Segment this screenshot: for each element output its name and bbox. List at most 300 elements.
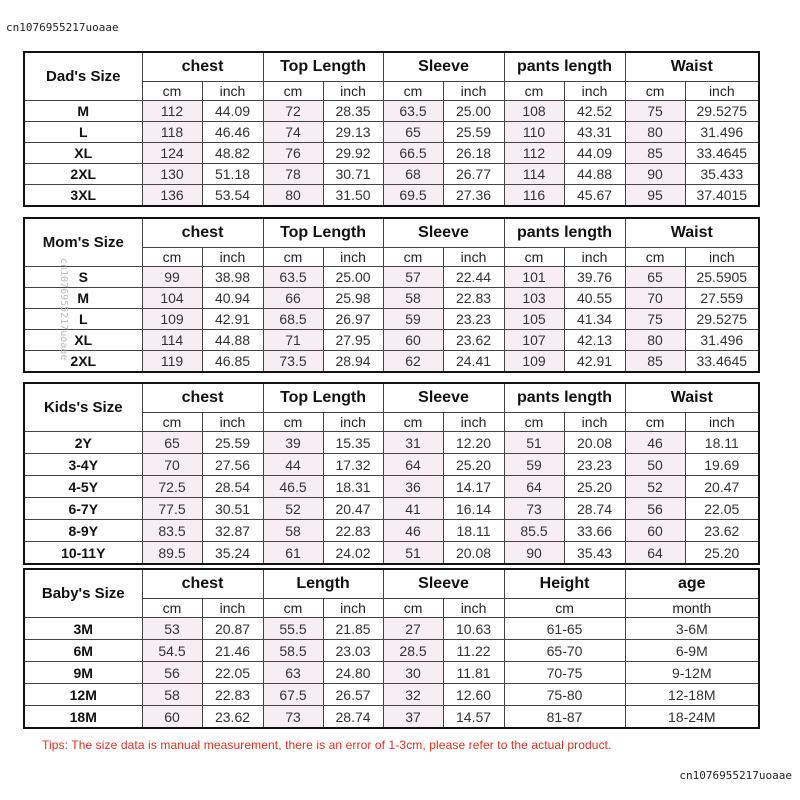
column-header: Waist: [625, 218, 759, 248]
value-cell: 54.5: [142, 640, 202, 662]
value-cell: 68.5: [263, 309, 323, 330]
size-cell: L: [24, 309, 142, 330]
value-cell: 39.76: [564, 267, 625, 288]
value-cell: 119: [142, 351, 202, 373]
value-cell: 53.54: [202, 185, 263, 207]
value-cell: 27: [383, 618, 443, 640]
size-cell: 2Y: [24, 432, 142, 454]
value-cell: 74: [263, 122, 323, 143]
value-cell: 22.44: [443, 267, 504, 288]
value-cell: 26.97: [323, 309, 383, 330]
value-cell: 69.5: [383, 185, 443, 207]
value-cell: 52: [263, 498, 323, 520]
table-row: [24, 454, 759, 476]
value-cell: 67.5: [263, 684, 323, 706]
value-cell: 25.98: [323, 288, 383, 309]
value-cell: 6-9M: [625, 640, 759, 662]
value-cell: 46.5: [263, 476, 323, 498]
value-cell: 63.5: [383, 101, 443, 122]
value-cell: 21.46: [202, 640, 263, 662]
value-cell: 14.57: [443, 706, 504, 729]
value-cell: 31.496: [685, 330, 759, 351]
value-cell: 75: [625, 101, 685, 122]
value-cell: 35.24: [202, 542, 263, 565]
size-cell: 12M: [24, 684, 142, 706]
value-cell: 90: [625, 164, 685, 185]
value-cell: 14.17: [443, 476, 504, 498]
value-cell: 31.496: [685, 122, 759, 143]
value-cell: 36: [383, 476, 443, 498]
value-cell: 42.52: [564, 101, 625, 122]
value-cell: 60: [142, 706, 202, 729]
value-cell: 51.18: [202, 164, 263, 185]
value-cell: 85: [625, 143, 685, 164]
value-cell: 25.59: [443, 122, 504, 143]
value-cell: 112: [504, 143, 564, 164]
size-cell: 2XL: [24, 351, 142, 373]
value-cell: 80: [625, 122, 685, 143]
value-cell: 55.5: [263, 618, 323, 640]
value-cell: 99: [142, 267, 202, 288]
size-cell: M: [24, 288, 142, 309]
value-cell: 32.87: [202, 520, 263, 542]
value-cell: 61-65: [504, 618, 625, 640]
value-cell: 70: [625, 288, 685, 309]
value-cell: 37: [383, 706, 443, 729]
value-cell: 51: [383, 542, 443, 565]
baby-size-table: [23, 568, 760, 729]
value-cell: 19.69: [685, 454, 759, 476]
value-cell: 42.91: [564, 351, 625, 373]
tips-note: Tips: The size data is manual measurement, there is an error of 1-3cm, please refer to the actual product.: [42, 738, 612, 752]
table-row: [24, 143, 759, 164]
value-cell: 33.66: [564, 520, 625, 542]
watermark-side: cn1076955217uoaae: [58, 258, 69, 361]
value-cell: 105: [504, 309, 564, 330]
value-cell: 83.5: [142, 520, 202, 542]
value-cell: 44.88: [564, 164, 625, 185]
column-header: Sleeve: [383, 52, 504, 82]
column-header: Top Length: [263, 52, 383, 82]
unit-cell: inch: [323, 413, 383, 432]
unit-cell: inch: [685, 248, 759, 267]
size-cell: 18M: [24, 706, 142, 729]
value-cell: 20.08: [564, 432, 625, 454]
value-cell: 25.00: [443, 101, 504, 122]
column-header: Height: [504, 569, 625, 599]
unit-cell: cm: [383, 599, 443, 618]
value-cell: 130: [142, 164, 202, 185]
size-cell: 6-7Y: [24, 498, 142, 520]
value-cell: 58: [263, 520, 323, 542]
unit-cell: inch: [323, 82, 383, 101]
value-cell: 58: [142, 684, 202, 706]
value-cell: 44: [263, 454, 323, 476]
size-cell: 9M: [24, 662, 142, 684]
value-cell: 17.32: [323, 454, 383, 476]
value-cell: 66.5: [383, 143, 443, 164]
value-cell: 64: [383, 454, 443, 476]
value-cell: 116: [504, 185, 564, 207]
unit-cell: cm: [383, 248, 443, 267]
value-cell: 112: [142, 101, 202, 122]
value-cell: 41: [383, 498, 443, 520]
value-cell: 63.5: [263, 267, 323, 288]
value-cell: 62: [383, 351, 443, 373]
value-cell: 20.08: [443, 542, 504, 565]
column-header: chest: [142, 383, 263, 413]
value-cell: 50: [625, 454, 685, 476]
column-header: Sleeve: [383, 569, 504, 599]
value-cell: 25.20: [685, 542, 759, 565]
unit-cell: cm: [625, 413, 685, 432]
value-cell: 60: [625, 520, 685, 542]
size-cell: L: [24, 122, 142, 143]
value-cell: 12.20: [443, 432, 504, 454]
value-cell: 136: [142, 185, 202, 207]
column-header: pants length: [504, 218, 625, 248]
size-cell: 6M: [24, 640, 142, 662]
unit-cell: cm: [142, 248, 202, 267]
value-cell: 72.5: [142, 476, 202, 498]
value-cell: 45.67: [564, 185, 625, 207]
value-cell: 23.03: [323, 640, 383, 662]
table-row: [24, 309, 759, 330]
value-cell: 61: [263, 542, 323, 565]
column-header: Sleeve: [383, 218, 504, 248]
value-cell: 58.5: [263, 640, 323, 662]
unit-cell: inch: [323, 248, 383, 267]
table-label: Baby's Size: [24, 569, 142, 618]
column-header: Waist: [625, 383, 759, 413]
value-cell: 80: [263, 185, 323, 207]
value-cell: 31.50: [323, 185, 383, 207]
column-header: chest: [142, 218, 263, 248]
size-cell: 4-5Y: [24, 476, 142, 498]
value-cell: 107: [504, 330, 564, 351]
value-cell: 46: [625, 432, 685, 454]
value-cell: 25.20: [564, 476, 625, 498]
value-cell: 20.47: [685, 476, 759, 498]
value-cell: 39: [263, 432, 323, 454]
value-cell: 58: [383, 288, 443, 309]
value-cell: 23.62: [202, 706, 263, 729]
value-cell: 28.5: [383, 640, 443, 662]
table-label: Kids's Size: [24, 383, 142, 432]
table-row: [24, 267, 759, 288]
value-cell: 22.05: [685, 498, 759, 520]
value-cell: 44.09: [564, 143, 625, 164]
value-cell: 44.88: [202, 330, 263, 351]
value-cell: 66: [263, 288, 323, 309]
unit-cell: cm: [383, 82, 443, 101]
value-cell: 60: [383, 330, 443, 351]
value-cell: 59: [504, 454, 564, 476]
unit-cell: cm: [504, 248, 564, 267]
value-cell: 33.4645: [685, 351, 759, 373]
unit-cell: cm: [142, 413, 202, 432]
size-cell: S: [24, 267, 142, 288]
unit-cell: cm: [625, 82, 685, 101]
value-cell: 80: [625, 330, 685, 351]
column-header: pants length: [504, 383, 625, 413]
value-cell: 103: [504, 288, 564, 309]
table-row: [24, 122, 759, 143]
column-header: Sleeve: [383, 383, 504, 413]
value-cell: 29.92: [323, 143, 383, 164]
size-cell: 10-11Y: [24, 542, 142, 565]
value-cell: 42.13: [564, 330, 625, 351]
value-cell: 40.94: [202, 288, 263, 309]
table-row: [24, 618, 759, 640]
value-cell: 68: [383, 164, 443, 185]
value-cell: 25.59: [202, 432, 263, 454]
value-cell: 101: [504, 267, 564, 288]
value-cell: 32: [383, 684, 443, 706]
value-cell: 46.85: [202, 351, 263, 373]
size-cell: 2XL: [24, 164, 142, 185]
value-cell: 20.47: [323, 498, 383, 520]
value-cell: 114: [504, 164, 564, 185]
unit-cell: cm: [504, 599, 625, 618]
value-cell: 73: [504, 498, 564, 520]
value-cell: 9-12M: [625, 662, 759, 684]
value-cell: 29.5275: [685, 309, 759, 330]
value-cell: 124: [142, 143, 202, 164]
value-cell: 65: [383, 122, 443, 143]
value-cell: 81-87: [504, 706, 625, 729]
value-cell: 12.60: [443, 684, 504, 706]
value-cell: 90: [504, 542, 564, 565]
unit-cell: inch: [323, 599, 383, 618]
unit-cell: inch: [564, 413, 625, 432]
value-cell: 35.433: [685, 164, 759, 185]
table-row: [24, 520, 759, 542]
value-cell: 56: [142, 662, 202, 684]
table-row: [24, 351, 759, 373]
value-cell: 11.81: [443, 662, 504, 684]
value-cell: 48.82: [202, 143, 263, 164]
value-cell: 28.35: [323, 101, 383, 122]
size-cell: 3XL: [24, 185, 142, 207]
value-cell: 27.95: [323, 330, 383, 351]
value-cell: 65-70: [504, 640, 625, 662]
value-cell: 51: [504, 432, 564, 454]
value-cell: 23.23: [443, 309, 504, 330]
value-cell: 22.83: [323, 520, 383, 542]
value-cell: 118: [142, 122, 202, 143]
table-row: [24, 498, 759, 520]
value-cell: 43.31: [564, 122, 625, 143]
table-row: [24, 330, 759, 351]
unit-cell: cm: [142, 82, 202, 101]
value-cell: 26.77: [443, 164, 504, 185]
unit-cell: inch: [685, 413, 759, 432]
value-cell: 56: [625, 498, 685, 520]
unit-cell: inch: [202, 248, 263, 267]
kids-size-table: [23, 382, 760, 565]
value-cell: 27.56: [202, 454, 263, 476]
size-cell: XL: [24, 143, 142, 164]
table-row: [24, 164, 759, 185]
value-cell: 28.54: [202, 476, 263, 498]
unit-cell: cm: [625, 248, 685, 267]
value-cell: 12-18M: [625, 684, 759, 706]
value-cell: 40.55: [564, 288, 625, 309]
value-cell: 71: [263, 330, 323, 351]
value-cell: 18.31: [323, 476, 383, 498]
column-header: chest: [142, 52, 263, 82]
value-cell: 57: [383, 267, 443, 288]
value-cell: 30.51: [202, 498, 263, 520]
value-cell: 28.74: [564, 498, 625, 520]
value-cell: 3-6M: [625, 618, 759, 640]
value-cell: 75: [625, 309, 685, 330]
unit-cell: cm: [142, 599, 202, 618]
column-header: age: [625, 569, 759, 599]
value-cell: 46.46: [202, 122, 263, 143]
mom-size-table: [23, 217, 760, 373]
value-cell: 21.85: [323, 618, 383, 640]
table-label: Mom's Size: [24, 218, 142, 267]
value-cell: 20.87: [202, 618, 263, 640]
value-cell: 64: [504, 476, 564, 498]
value-cell: 46: [383, 520, 443, 542]
value-cell: 110: [504, 122, 564, 143]
value-cell: 70-75: [504, 662, 625, 684]
value-cell: 72: [263, 101, 323, 122]
unit-cell: month: [625, 599, 759, 618]
table-label: Dad's Size: [24, 52, 142, 101]
table-row: [24, 662, 759, 684]
value-cell: 59: [383, 309, 443, 330]
value-cell: 44.09: [202, 101, 263, 122]
value-cell: 65: [142, 432, 202, 454]
size-cell: 8-9Y: [24, 520, 142, 542]
value-cell: 25.5905: [685, 267, 759, 288]
unit-cell: cm: [263, 248, 323, 267]
value-cell: 76: [263, 143, 323, 164]
value-cell: 25.00: [323, 267, 383, 288]
value-cell: 24.41: [443, 351, 504, 373]
size-cell: 3-4Y: [24, 454, 142, 476]
unit-cell: inch: [202, 82, 263, 101]
table-row: [24, 432, 759, 454]
value-cell: 78: [263, 164, 323, 185]
table-row: [24, 476, 759, 498]
value-cell: 22.05: [202, 662, 263, 684]
value-cell: 18-24M: [625, 706, 759, 729]
value-cell: 30: [383, 662, 443, 684]
value-cell: 65: [625, 267, 685, 288]
size-cell: 3M: [24, 618, 142, 640]
value-cell: 109: [504, 351, 564, 373]
value-cell: 24.02: [323, 542, 383, 565]
value-cell: 29.13: [323, 122, 383, 143]
table-row: [24, 288, 759, 309]
table-row: [24, 101, 759, 122]
dad-size-table: [23, 51, 760, 207]
unit-cell: cm: [383, 413, 443, 432]
value-cell: 27.36: [443, 185, 504, 207]
value-cell: 108: [504, 101, 564, 122]
value-cell: 22.83: [443, 288, 504, 309]
watermark-top: cn1076955217uoaae: [6, 21, 119, 34]
unit-cell: inch: [202, 599, 263, 618]
value-cell: 73.5: [263, 351, 323, 373]
unit-cell: cm: [504, 82, 564, 101]
value-cell: 23.23: [564, 454, 625, 476]
value-cell: 114: [142, 330, 202, 351]
value-cell: 41.34: [564, 309, 625, 330]
value-cell: 77.5: [142, 498, 202, 520]
value-cell: 24.80: [323, 662, 383, 684]
column-header: Length: [263, 569, 383, 599]
value-cell: 38.98: [202, 267, 263, 288]
value-cell: 104: [142, 288, 202, 309]
unit-cell: cm: [263, 82, 323, 101]
value-cell: 75-80: [504, 684, 625, 706]
value-cell: 26.57: [323, 684, 383, 706]
table-row: [24, 706, 759, 729]
unit-cell: cm: [263, 599, 323, 618]
value-cell: 35.43: [564, 542, 625, 565]
unit-cell: cm: [504, 413, 564, 432]
table-row: [24, 684, 759, 706]
value-cell: 95: [625, 185, 685, 207]
unit-cell: inch: [685, 82, 759, 101]
column-header: Top Length: [263, 383, 383, 413]
unit-cell: cm: [263, 413, 323, 432]
value-cell: 30.71: [323, 164, 383, 185]
value-cell: 15.35: [323, 432, 383, 454]
value-cell: 29.5275: [685, 101, 759, 122]
size-cell: M: [24, 101, 142, 122]
value-cell: 11.22: [443, 640, 504, 662]
unit-cell: inch: [564, 248, 625, 267]
value-cell: 22.83: [202, 684, 263, 706]
unit-cell: inch: [443, 599, 504, 618]
unit-cell: inch: [443, 413, 504, 432]
table-row: [24, 640, 759, 662]
value-cell: 63: [263, 662, 323, 684]
value-cell: 31: [383, 432, 443, 454]
table-row: [24, 542, 759, 565]
value-cell: 18.11: [685, 432, 759, 454]
value-cell: 16.14: [443, 498, 504, 520]
column-header: Top Length: [263, 218, 383, 248]
unit-cell: inch: [443, 82, 504, 101]
value-cell: 70: [142, 454, 202, 476]
size-cell: XL: [24, 330, 142, 351]
value-cell: 109: [142, 309, 202, 330]
value-cell: 28.94: [323, 351, 383, 373]
value-cell: 33.4645: [685, 143, 759, 164]
value-cell: 28.74: [323, 706, 383, 729]
value-cell: 85.5: [504, 520, 564, 542]
column-header: Waist: [625, 52, 759, 82]
value-cell: 27.559: [685, 288, 759, 309]
value-cell: 26.18: [443, 143, 504, 164]
value-cell: 18.11: [443, 520, 504, 542]
column-header: pants length: [504, 52, 625, 82]
watermark-bottom: cn1076955217uoaae: [679, 769, 792, 782]
value-cell: 85: [625, 351, 685, 373]
value-cell: 25.20: [443, 454, 504, 476]
unit-cell: inch: [564, 82, 625, 101]
unit-cell: inch: [202, 413, 263, 432]
value-cell: 37.4015: [685, 185, 759, 207]
